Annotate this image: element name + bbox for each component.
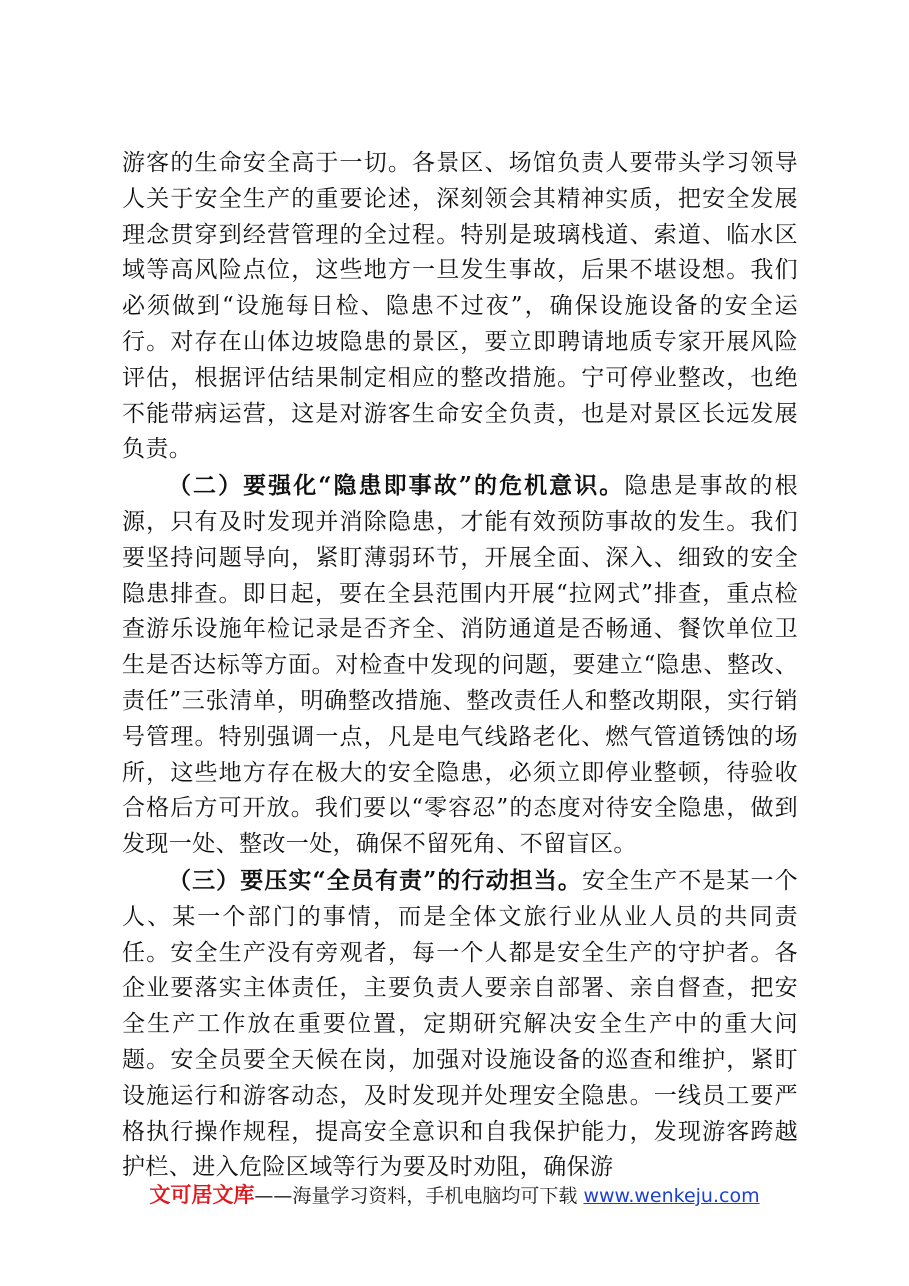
paragraph-text: 游客的生命安全高于一切。各景区、场馆负责人要带头学习领导人关于安全生产的重要论述，深刻领会其精神实质，把安全发展理念贯穿到经营管理的全过程。特别是玻璃栈道、索道、临水区域等高风险点位，这些地方一旦发生事故，后果不堪设想。我们必须做到“设施每日检、隐患不过夜”，确保设施设备的安全运行。对存在山体边坡隐患的景区，要立即聘请地质专家开展风险评估，根据评估结果制定相应的整改措施。宁可停业整改，也绝不能带病运营，这是对游客生命安全负责，也是对景区长远发展负责。 xyxy=(122,150,798,463)
footer-website-link[interactable]: www.wenkeju.com xyxy=(583,1185,760,1207)
paragraph-section-2 xyxy=(122,468,798,863)
paragraph-text: 安全生产不是某一个人、某一个部门的事情，而是全体文旅行业从业人员的共同责任。安全生产没有旁观者，每一个人都是安全生产的守护者。各企业要落实主体责任，主要负责人要亲自部署、亲自督查，把安全生产工作放在重要位置，定期研究解决安全生产中的重大问题。安全员要全天候在岗，加强对设施设备的巡查和维护，紧盯设施运行和游客动态，及时发现并处理安全隐患。一线员工要严格执行操作规程，提高安全意识和自我保护能力，发现游客跨越护栏、进入危险区域等行为要及时劝阻，确保游 xyxy=(122,867,798,1181)
footer-brand: 文可居文库 xyxy=(149,1183,255,1207)
page-footer xyxy=(0,1181,909,1210)
section-heading: （二）要强化“隐患即事故”的危机意识。 xyxy=(168,472,625,500)
footer-slogan: ——海量学习资料，手机电脑均可下载 xyxy=(254,1185,578,1207)
paragraph-continuation xyxy=(122,146,798,468)
document-body xyxy=(122,146,798,1186)
section-heading: （三）要压实“全员有责”的行动担当。 xyxy=(168,866,582,894)
paragraph-section-3 xyxy=(122,863,798,1186)
paragraph-text: 隐患是事故的根源，只有及时发现并消除隐患，才能有效预防事故的发生。我们要坚持问题导向，紧盯薄弱环节，开展全面、深入、细致的安全隐患排查。即日起，要在全县范围内开展“拉网式”排查，重点检查游乐设施年检记录是否齐全、消防通道是否畅通、餐饮单位卫生是否达标等方面。对检查中发现的问题，要建立“隐患、整改、责任”三张清单，明确整改措施、整改责任人和整改期限，实行销号管理。特别强调一点，凡是电气线路老化、燃气管道锈蚀的场所，这些地方存在极大的安全隐患，必须立即停业整顿，待验收合格后方可开放。我们要以“零容忍”的态度对待安全隐患，做到发现一处、整改一处，确保不留死角、不留盲区。 xyxy=(122,473,798,858)
